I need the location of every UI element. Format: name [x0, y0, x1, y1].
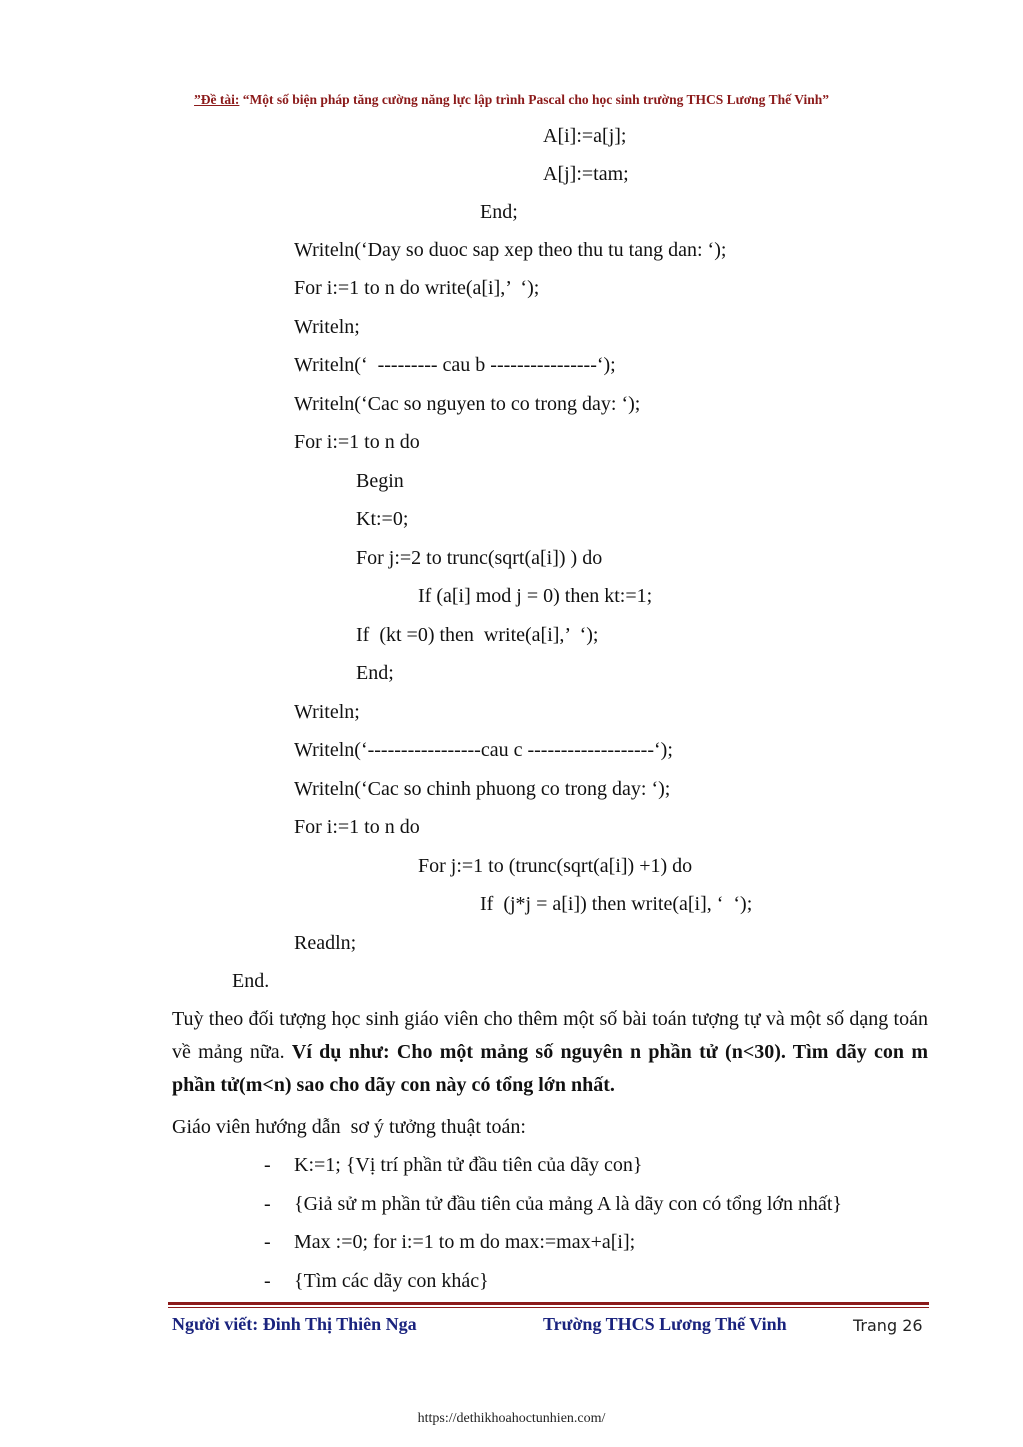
footer-school: Trường THCS Lương Thế Vinh — [543, 1314, 787, 1334]
document-header — [0, 92, 1023, 108]
code-line: Writeln(‘ --------- cau b ----------------‘); — [294, 354, 616, 376]
bullet-item: {Giả sử m phần tử đầu tiên của mảng A là dãy con có tổng lớn nhất} — [294, 1193, 843, 1215]
code-line: Writeln(‘-----------------cau c -------------------‘); — [294, 739, 673, 761]
code-line: Writeln; — [294, 316, 360, 338]
code-line: If (j*j = a[i]) then write(a[i], ‘ ‘); — [480, 893, 753, 915]
code-line: A[j]:=tam; — [543, 163, 629, 185]
code-line: End; — [356, 662, 394, 684]
code-line: If (a[i] mod j = 0) then kt:=1; — [418, 585, 653, 607]
paragraph-text: Tuỳ theo đối tượng học sinh giáo viên cho thêm một số bài toán tượng tự và một số dạng toán về mảng nữa. — [172, 1008, 928, 1063]
bullet-item: {Tìm các dãy con khác} — [294, 1270, 489, 1292]
code-line: If (kt =0) then write(a[i],’ ‘); — [356, 624, 599, 646]
bullet-marker: - — [264, 1270, 271, 1292]
code-line: For j:=1 to (trunc(sqrt(a[i]) +1) do — [418, 855, 693, 877]
code-line: For i:=1 to n do write(a[i],’ ‘); — [294, 277, 540, 299]
code-line: Writeln; — [294, 701, 360, 723]
code-line: Readln; — [294, 932, 357, 954]
footer-rule-thin — [168, 1307, 929, 1308]
paragraph-example: Ví dụ như: Cho một mảng số nguyên n phần tử (n<30). Tìm dãy con m phần tử(m<n) sao cho dãy con này có tổng lớn nhất. — [172, 1041, 929, 1096]
header-title: “Một số biện pháp tăng cường năng lực lập trình Pascal cho học sinh trường THCS Lương Thế Vinh” — [239, 92, 829, 107]
bullet-item: K:=1; {Vị trí phần tử đầu tiên của dãy con} — [294, 1154, 643, 1176]
body-paragraph — [172, 1003, 928, 1102]
footer-author: Người viết: Đinh Thị Thiên Nga — [172, 1314, 417, 1334]
code-line: Writeln(‘Cac so chinh phuong co trong day: ‘); — [294, 778, 671, 800]
code-line: Writeln(‘Day so duoc sap xep theo thu tu tang dan: ‘); — [294, 239, 727, 261]
bullet-item: Max :=0; for i:=1 to m do max:=max+a[i]; — [294, 1231, 636, 1253]
source-url[interactable]: https://dethikhoahoctunhien.com/ — [417, 1411, 606, 1426]
code-line: Begin — [356, 470, 404, 492]
page-number: Trang 26 — [853, 1316, 923, 1335]
bullet-marker: - — [264, 1154, 271, 1176]
footer-rule — [168, 1302, 929, 1305]
code-line: End; — [480, 201, 518, 223]
code-line: Kt:=0; — [356, 508, 409, 530]
bullet-marker: - — [264, 1193, 271, 1215]
bullet-marker: - — [264, 1231, 271, 1253]
code-line: For j:=2 to trunc(sqrt(a[i]) ) do — [356, 547, 603, 569]
guide-intro: Giáo viên hướng dẫn sơ ý tưởng thuật toán: — [172, 1116, 526, 1138]
code-line: For i:=1 to n do — [294, 431, 420, 453]
code-line: For i:=1 to n do — [294, 816, 420, 838]
code-line: End. — [232, 970, 270, 992]
code-line: Writeln(‘Cac so nguyen to co trong day: ‘); — [294, 393, 641, 415]
code-line: A[i]:=a[j]; — [543, 125, 627, 147]
header-lead: ”Đề tài: — [194, 92, 240, 107]
